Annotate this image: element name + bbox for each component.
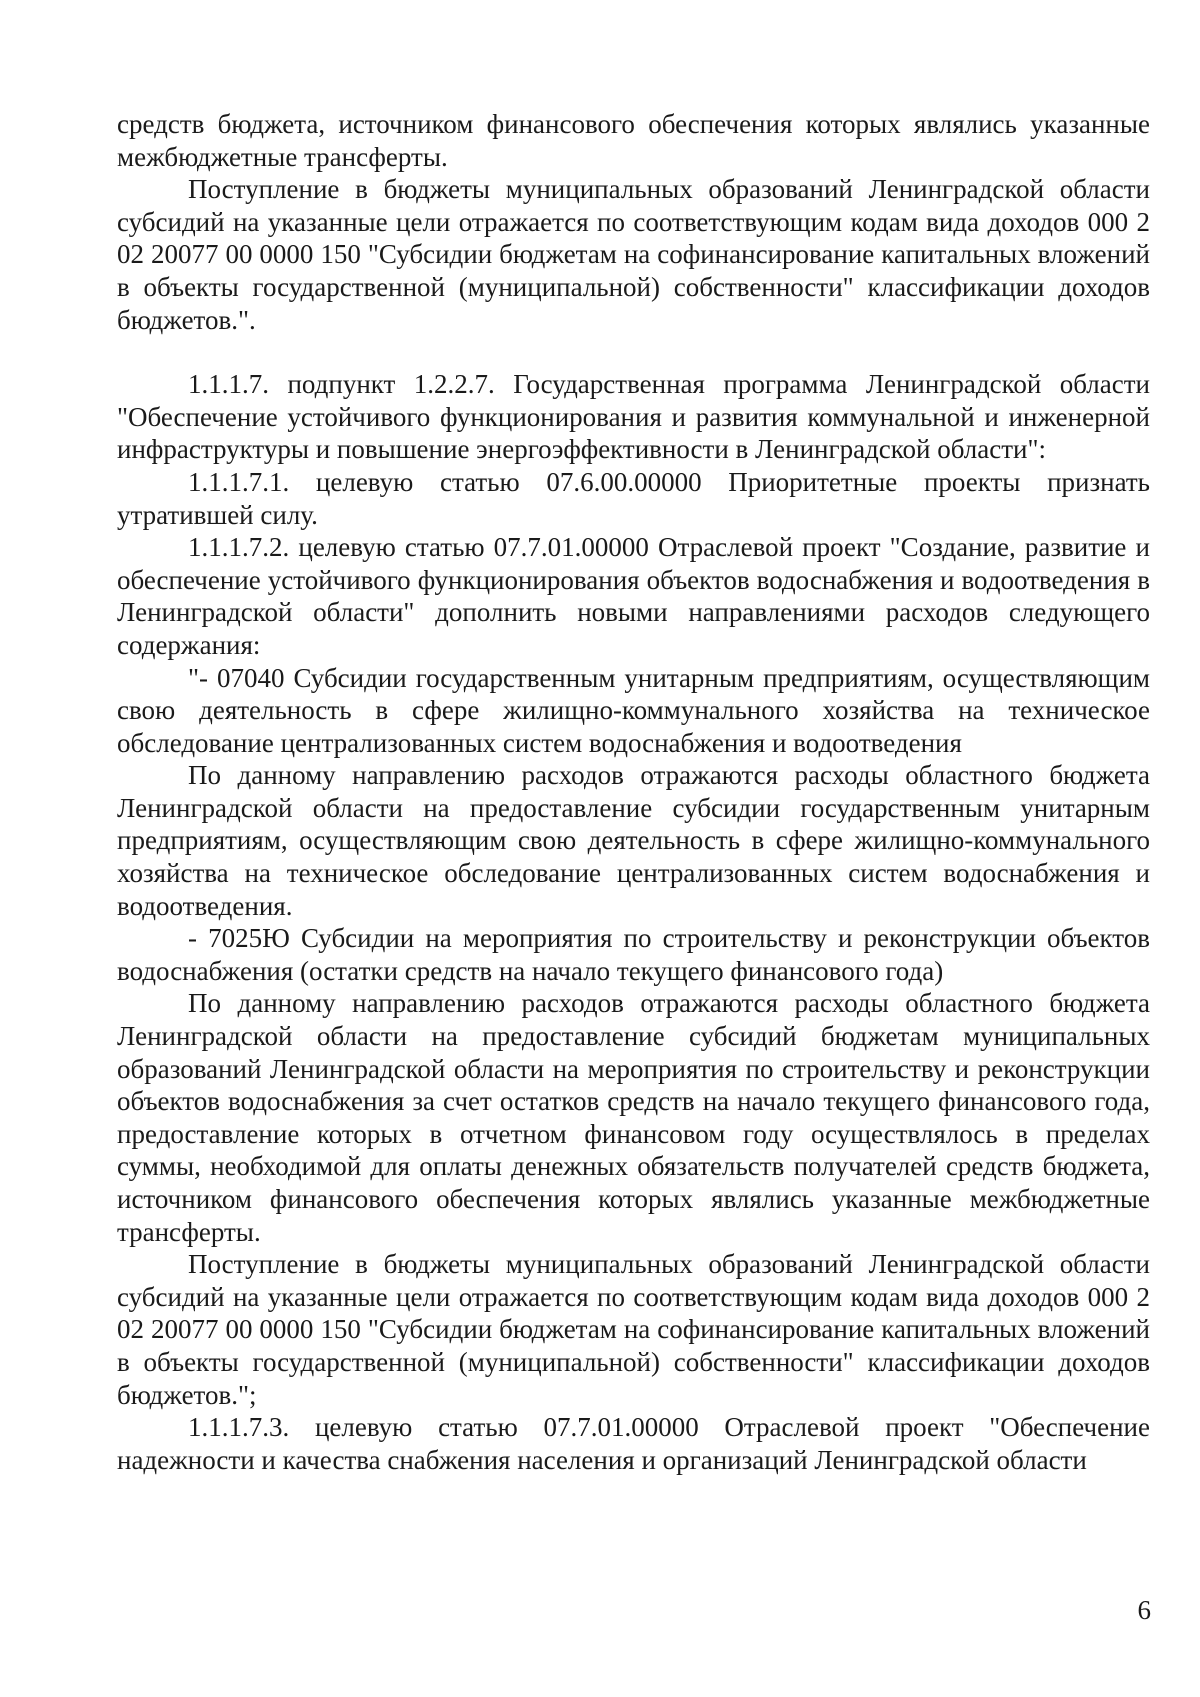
paragraph: 1.1.1.7.2. целевую статью 07.7.01.00000 Отраслевой проект "Создание, развитие и обеспечение устойчивого функционирования объектов водоснабжения и водоотведения в Ленинградской области" дополнить новыми направлениями расходов следующего содержания:	[117, 532, 1150, 660]
paragraph: Поступление в бюджеты муниципальных образований Ленинградской области субсидий на указанные цели отражается по соответствующим кодам вида доходов 000 2 02 20077 00 0000 150 "Субсидии бюджетам на софинансирование капитальных вложений в объекты государственной (муниципальной) собственности" классификации доходов бюджетов.".	[117, 174, 1150, 335]
paragraph: По данному направлению расходов отражаются расходы областного бюджета Ленинградской области на предоставление субсидий бюджетам муниципальных образований Ленинградской области на мероприятия по строительству и реконструкции объектов водоснабжения за счет остатков средств на начало текущего финансового года, предоставление которых в отчетном финансовом году осуществлялось в пределах суммы, необходимой для оплаты денежных обязательств получателей средств бюджета, источником финансового обеспечения которых являлись указанные межбюджетные трансферты.	[117, 988, 1150, 1247]
paragraph-gap	[117, 336, 1150, 368]
paragraph: 1.1.1.7. подпункт 1.2.2.7. Государственная программа Ленинградской области "Обеспечение устойчивого функционирования и развития коммунальной и инженерной инфраструктуры и повышение энергоэффективности в Ленинградской области":	[117, 369, 1150, 465]
paragraph: Поступление в бюджеты муниципальных образований Ленинградской области субсидий на указанные цели отражается по соответствующим кодам вида доходов 000 2 02 20077 00 0000 150 "Субсидии бюджетам на софинансирование капитальных вложений в объекты государственной (муниципальной) собственности" классификации доходов бюджетов.";	[117, 1249, 1150, 1410]
paragraph: - 7025Ю Субсидии на мероприятия по строительству и реконструкции объектов водоснабжения (остатки средств на начало текущего финансового года)	[117, 923, 1150, 986]
page-number: 6	[1137, 1595, 1151, 1625]
paragraph: По данному направлению расходов отражаются расходы областного бюджета Ленинградской области на предоставление субсидии государственным унитарным предприятиям, осуществляющим свою деятельность в сфере жилищно-коммунального хозяйства на техническое обследование централизованных систем водоснабжения и водоотведения.	[117, 760, 1150, 921]
paragraph: 1.1.1.7.3. целевую статью 07.7.01.00000 Отраслевой проект "Обеспечение надежности и качества снабжения населения и организаций Ленинградской области	[117, 1412, 1150, 1475]
paragraph: 1.1.1.7.1. целевую статью 07.6.00.00000 Приоритетные проекты признать утратившей силу.	[117, 466, 1150, 530]
paragraph: "- 07040 Субсидии государственным унитарным предприятиям, осуществляющим свою деятельность в сфере жилищно-коммунального хозяйства на техническое обследование централизованных систем водоснабжения и водоотведения	[117, 662, 1150, 758]
document-body	[117, 108, 1150, 1476]
paragraph: средств бюджета, источником финансового обеспечения которых являлись указанные межбюджетные трансферты.	[117, 109, 1150, 172]
